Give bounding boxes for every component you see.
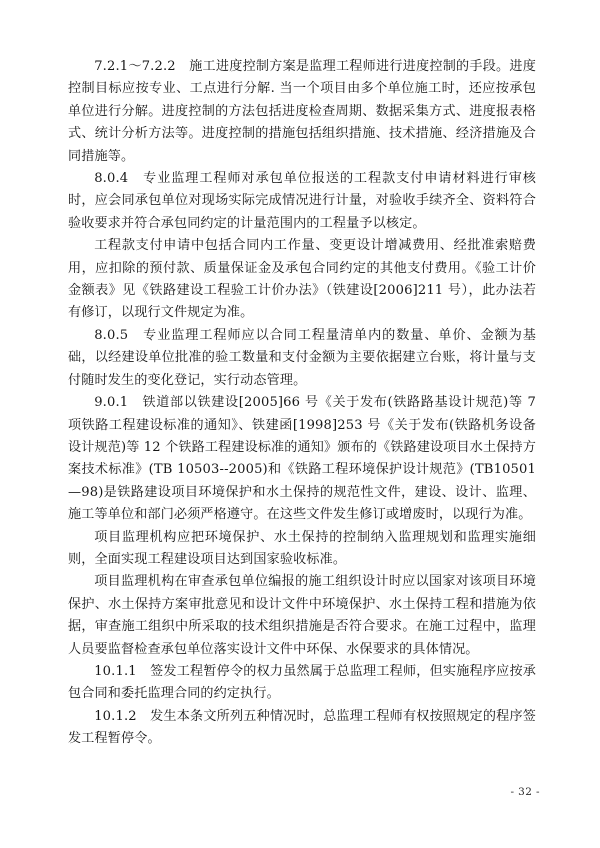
paragraph-clause-8-0-4-continued: 工程款支付申请中包括合同内工作量、变更设计增减费用、经批准索赔费用，应扣除的预付款、质量保证金及承包合同约定的其他支付费用。《验工计价金额表》见《铁路建设工程验工计价办法》（铁建设[2006]211 号），此办法若有修订，以现行文件规定为准。 [68,238,536,321]
paragraph-clause-9-0-1-continued-a: 项目监理机构应把环境保护、水土保持的控制纳入监理规划和监理实施细则，全面实现工程建设项目达到国家验收标准。 [68,529,536,567]
paragraph-clause-8-0-5: 8.0.5 专业监理工程师应以合同工程量清单内的数量、单价、金额为基础，以经建设单位批准的验工数量和支付金额为主要依据建立台账，将计量与支付随时发生的变化登记，实行动态管理。 [68,327,536,388]
paragraph-clause-7-2-1-7-2-2: 7.2.1～7.2.2 施工进度控制方案是监理工程师进行进度控制的手段。进度控制目标应按专业、工点进行分解. 当一个项目由多个单位施工时，还应按承包单位进行分解。进度控制的方法包括进度检查周期、数据采集方式、进度报表格式、统计分析方法等。进度控制的措施包括组织措施、技术措施、经济措施及合同措施等。 [68,59,536,164]
paragraph-clause-10-1-1: 10.1.1 签发工程暂停令的权力虽然属于总监理工程师，但实施程序应按承包合同和委托监理合同的约定执行。 [68,663,536,702]
paragraph-clause-8-0-4: 8.0.4 专业监理工程师对承包单位报送的工程款支付申请材料进行审核时，应会同承包单位对现场实际完成情况进行计量，对验收手续齐全、资料符合验收要求并符合承包同约定的计量范围内的工程量予以核定。 [68,171,536,231]
page-number: - 32 - [510,786,540,798]
paragraph-clause-10-1-2: 10.1.2 发生本条文所列五种情况时，总监理工程师有权按照规定的程序签发工程暂停令。 [68,708,536,747]
paragraph-clause-9-0-1-continued-b: 项目监理机构在审查承包单位编报的施工组织设计时应以国家对该项目环境保护、水土保持方案审批意见和设计文件中环境保护、水土保持工程和措施为依据，审查施工组织中所采取的技术组织措施是否符合要求。在施工过程中，监理人员要监督检查承包单位落实设计文件中环保、水保要求的具体情况。 [68,574,536,657]
document-text-column [68,56,536,751]
paragraph-clause-9-0-1: 9.0.1 铁道部以铁建设[2005]66 号《关于发布(铁路路基设计规范)等 7 项铁路工程建设标准的通知》、铁建函[1998]253 号《关于发布(铁路机务设备设计规范)等 12 个铁路工程建设标准的通知》颁布的《铁路建设项目水土保持方案技术标准》(TB 10503--2005)和《铁路工程环境保护设计规范》(TB10501—98)是铁路建设项目环境保护和水土保持的规范性文件，建设、设计、监理、施工等单位和部门必须严格遵守。在这些文件发生修订或增废时，以现行为准。 [68,395,536,523]
